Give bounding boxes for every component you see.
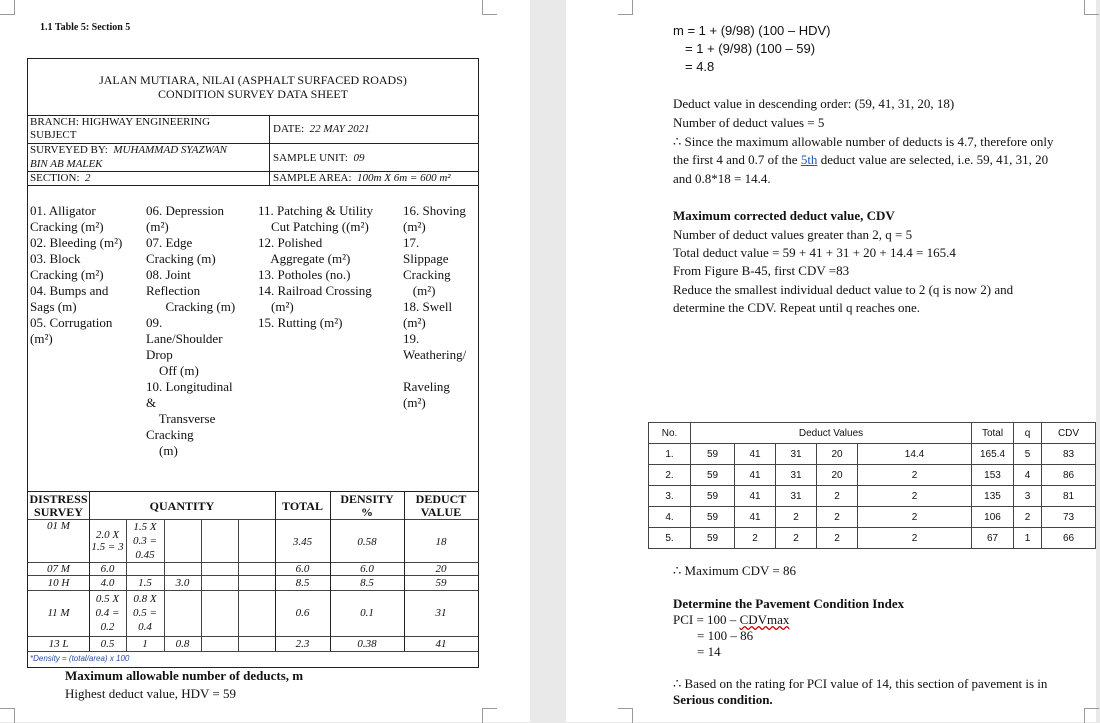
deduct-cell: 18 — [435, 536, 447, 548]
density-footnote: *Density = (total/area) x 100 — [30, 654, 130, 663]
quantity-cell: 0.5 X 0.4 = 0.2 — [95, 593, 120, 633]
cdv-cell-q: 3 — [1014, 486, 1042, 507]
cdv-cell-deduct-value: 41 — [735, 444, 776, 465]
distress-type-line: (m²) — [258, 299, 294, 314]
cdv-cell-no: 5. — [649, 528, 691, 549]
cdv-line: Number of deduct values greater than 2, q = 5 — [673, 227, 913, 242]
conclusion-line-1: ∴ Based on the rating for PCI value of 14, this section of pavement is in — [673, 676, 1048, 691]
header-total: Total — [972, 423, 1014, 444]
quantity-cell: 4.0 — [100, 577, 115, 589]
total-cell: 3.45 — [292, 536, 313, 548]
distress-type-line: Weathering/ — [403, 347, 467, 362]
header-density: DENSITY — [340, 492, 394, 506]
cdv-cell-deduct-value: 59 — [691, 444, 735, 465]
distress-type-line: 17. — [403, 235, 420, 250]
header-survey: SURVEY — [34, 505, 83, 519]
quantity-cell: 1 — [142, 638, 148, 650]
header-total: TOTAL — [282, 499, 323, 513]
header-density-unit: % — [361, 505, 373, 519]
subject-label: SUBJECT — [30, 129, 77, 141]
distress-type-line: & — [146, 395, 157, 410]
sheet-title: JALAN MUTIARA, NILAI (ASPHALT SURFACED ROADS) — [99, 73, 407, 87]
distress-type-line: 04. Bumps and — [30, 283, 109, 298]
cdv-heading: Maximum corrected deduct value, CDV — [673, 208, 895, 223]
since-line-1: ∴ Since the maximum allowable number of deducts is 4.7, therefore only — [673, 134, 1054, 149]
cdv-line: From Figure B-45, first CDV =83 — [673, 263, 850, 278]
distress-types-col3 — [258, 203, 403, 331]
sample-area-field: SAMPLE AREA: 100m X 6m = 600 m² — [273, 172, 451, 184]
crop-mark — [618, 708, 633, 723]
distress-type-line: Sags (m) — [30, 299, 77, 314]
right-page — [566, 0, 1096, 722]
surveyed-by-field: SURVEYED BY: MUHAMMAD SYAZWAN — [30, 144, 228, 156]
cdv-cell-deduct-value: 2 — [735, 528, 776, 549]
distress-type-line — [403, 363, 478, 379]
m-formula-line2: = 1 + (9/98) (100 – 59) — [685, 41, 816, 56]
cdv-cell-deduct-value: 41 — [735, 465, 776, 486]
cdv-cell-no: 1. — [649, 444, 691, 465]
date-field: DATE: 22 MAY 2021 — [273, 123, 370, 135]
cdv-table-header — [649, 423, 1096, 444]
cdv-cell-deduct-value: 2 — [817, 486, 858, 507]
cdv-cell-q: 2 — [1014, 507, 1042, 528]
cdv-cell-deduct-value: 59 — [691, 528, 735, 549]
cdv-cell-cdv: 66 — [1042, 528, 1096, 549]
distress-type-line: 18. Swell — [403, 299, 453, 314]
distress-type-line: (m) — [146, 443, 178, 458]
distress-type-line: Cracking — [403, 267, 451, 282]
distress-type-line: (m²) — [403, 315, 426, 330]
density-cell: 0.58 — [357, 536, 377, 548]
distress-code: 07 M — [47, 563, 70, 575]
pci-line-1: PCI = 100 – CDVmax — [673, 612, 790, 627]
cdv-cell-deduct-value: 2 — [817, 507, 858, 528]
header-distress: DISTRESS — [29, 492, 88, 506]
distress-type-line: 02. Bleeding (m²) — [30, 235, 123, 250]
distress-type-line: (m²) — [146, 219, 169, 234]
distress-types-col1 — [30, 203, 145, 347]
cdv-cell-total: 67 — [972, 528, 1014, 549]
hdv-line: Highest deduct value, HDV = 59 — [65, 686, 237, 701]
quantity-cell: 1.5 X 0.3 = 0.45 — [133, 521, 157, 561]
distress-type-line: 16. Shoving — [403, 203, 466, 218]
pci-heading: Determine the Pavement Condition Index — [673, 596, 905, 611]
quantity-cell: 0.8 — [175, 638, 190, 650]
distress-code: 13 L — [48, 638, 69, 650]
cdv-cell-deduct-value: 2 — [776, 507, 817, 528]
left-page — [0, 0, 530, 722]
quantity-cell: 6.0 — [100, 563, 115, 575]
distress-type-line: Cracking (m) — [146, 251, 216, 266]
cdv-cell-deduct-value: 2 — [776, 528, 817, 549]
since-line-2: the first 4 and 0.7 of the 5th deduct value are selected, i.e. 59, 41, 31, 20 — [673, 152, 1049, 167]
cdv-cell-deduct-value: 31 — [776, 486, 817, 507]
quantity-cell: 0.5 — [100, 638, 115, 650]
distress-code: 10 H — [47, 577, 70, 589]
cdv-cell-deduct-value: 2 — [858, 507, 972, 528]
cdv-cell-deduct-value: 14.4 — [858, 444, 972, 465]
distress-type-line: Lane/Shoulder — [146, 331, 223, 346]
distress-types-col4 — [403, 203, 478, 411]
sheet-subtitle: CONDITION SURVEY DATA SHEET — [158, 87, 348, 101]
distress-type-line: 19. — [403, 331, 420, 346]
distress-code: 01 M — [47, 520, 70, 532]
distress-type-line: Cracking (m²) — [30, 267, 104, 282]
cdv-row — [649, 528, 1096, 549]
cdv-cell-deduct-value: 59 — [691, 465, 735, 486]
cdv-cell-deduct-value: 2 — [858, 465, 972, 486]
crop-mark — [482, 708, 497, 723]
cdv-cell-deduct-value: 20 — [817, 444, 858, 465]
branch-label: BRANCH: HIGHWAY ENGINEERING — [30, 116, 211, 128]
crop-mark — [1084, 708, 1099, 723]
cdv-cell-total: 165.4 — [972, 444, 1014, 465]
cdv-table — [648, 422, 1096, 549]
quantity-cell: 0.8 X 0.5 = 0.4 — [133, 593, 157, 633]
distress-type-line: 09. — [146, 315, 163, 330]
header-deduct: DEDUCT — [415, 492, 467, 506]
cdv-cell-deduct-value: 31 — [776, 444, 817, 465]
distress-type-line: 06. Depression — [146, 203, 224, 218]
header-q: q — [1014, 423, 1042, 444]
quantity-cell: 3.0 — [175, 577, 190, 589]
distress-type-line: (m²) — [30, 331, 53, 346]
conclusion-line-2: Serious condition. — [673, 692, 773, 707]
sample-unit-field: SAMPLE UNIT: 09 — [273, 152, 365, 164]
distress-type-line: Cracking — [146, 427, 194, 442]
distress-type-line: Reflection — [146, 283, 201, 298]
distress-type-line: 10. Longitudinal — [146, 379, 233, 394]
cdv-cell-deduct-value: 59 — [691, 507, 735, 528]
cdv-cell-total: 106 — [972, 507, 1014, 528]
surveyed-by-name2: BIN AB MALEK — [30, 158, 103, 170]
cdv-cell-deduct-value: 2 — [817, 528, 858, 549]
deduct-cell: 31 — [435, 607, 447, 619]
deduct-cell: 20 — [435, 563, 447, 575]
distress-type-line: Cut Patching ((m²) — [258, 219, 369, 234]
deduct-order-line: Deduct value in descending order: (59, 41, 31, 20, 18) — [673, 96, 955, 111]
footnote-link[interactable]: 5th — [800, 152, 818, 167]
pci-line-2: = 100 – 86 — [697, 628, 754, 643]
distress-type-line: 15. Rutting (m²) — [258, 315, 343, 330]
cdv-line: Reduce the smallest individual deduct value to 2 (q is now 2) and — [673, 282, 1014, 297]
cdv-cell-no: 3. — [649, 486, 691, 507]
crop-mark — [0, 708, 15, 723]
density-cell: 6.0 — [360, 563, 374, 575]
cdv-cell-q: 4 — [1014, 465, 1042, 486]
distress-type-line: 01. Alligator — [30, 203, 96, 218]
total-cell: 0.6 — [295, 607, 310, 619]
cdv-row — [649, 444, 1096, 465]
crop-mark — [618, 0, 633, 15]
header-no: No. — [649, 423, 691, 444]
cdv-line: Total deduct value = 59 + 41 + 31 + 20 + 14.4 = 165.4 — [673, 245, 956, 260]
distress-types-col2 — [146, 203, 256, 459]
m-formula-line3: = 4.8 — [685, 59, 715, 74]
deduct-cell: 59 — [435, 577, 447, 589]
distress-type-line: 03. Block — [30, 251, 81, 266]
distress-type-line: 11. Patching & Utility — [258, 203, 374, 218]
m-formula-line1: m = 1 + (9/98) (100 – HDV) — [673, 23, 831, 38]
distress-code: 11 M — [47, 607, 70, 619]
distress-type-line: 07. Edge — [146, 235, 193, 250]
header-cdv: CDV — [1042, 423, 1096, 444]
cdv-cell-deduct-value: 2 — [858, 528, 972, 549]
distress-type-line: (m²) — [403, 395, 426, 410]
distress-type-line: Transverse — [146, 411, 216, 426]
cdv-cell-cdv: 86 — [1042, 465, 1096, 486]
since-line-3: and 0.8*18 = 14.4. — [673, 171, 771, 186]
quantity-cell: 1.5 — [138, 577, 152, 589]
distress-type-line: 13. Potholes (no.) — [258, 267, 351, 282]
cdv-cell-deduct-value: 2 — [858, 486, 972, 507]
crop-mark — [1084, 0, 1099, 15]
cdv-row — [649, 507, 1096, 528]
distress-type-line: 05. Corrugation — [30, 315, 113, 330]
distress-type-line: Drop — [146, 347, 173, 362]
pci-line-3: = 14 — [697, 644, 721, 659]
cdv-cell-deduct-value: 41 — [735, 507, 776, 528]
cdv-row — [649, 465, 1096, 486]
cdv-line: determine the CDV. Repeat until q reaches one. — [673, 300, 921, 315]
header-deduct-values: Deduct Values — [691, 423, 972, 444]
cdv-cell-q: 1 — [1014, 528, 1042, 549]
cdv-cell-deduct-value: 31 — [776, 465, 817, 486]
total-cell: 8.5 — [295, 577, 310, 589]
section-field: SECTION: 2 — [30, 172, 91, 184]
distress-type-line: Raveling — [403, 379, 450, 394]
distress-type-line: Cracking (m) — [146, 299, 236, 314]
distress-type-line: Slippage — [403, 251, 449, 266]
quantity-cell: 2.0 X 1.5 = 3 — [91, 529, 124, 553]
density-cell: 8.5 — [360, 577, 374, 589]
cdv-row — [649, 486, 1096, 507]
density-cell: 0.1 — [360, 607, 374, 619]
cdv-cell-total: 153 — [972, 465, 1014, 486]
deduct-count-line: Number of deduct values = 5 — [673, 115, 825, 130]
distress-type-line: 14. Railroad Crossing — [258, 283, 372, 298]
cdv-cell-deduct-value: 20 — [817, 465, 858, 486]
crop-mark — [0, 0, 15, 15]
distress-type-line: (m²) — [403, 219, 426, 234]
condition-survey-sheet — [27, 58, 479, 668]
header-value: VALUE — [420, 505, 462, 519]
cdv-cell-cdv: 83 — [1042, 444, 1096, 465]
cdv-cell-total: 135 — [972, 486, 1014, 507]
cdv-cell-cdv: 73 — [1042, 507, 1096, 528]
density-cell: 0.38 — [357, 638, 377, 650]
cdv-cell-cdv: 81 — [1042, 486, 1096, 507]
distress-type-line: Cracking (m²) — [30, 219, 104, 234]
max-cdv-line: ∴ Maximum CDV = 86 — [673, 563, 796, 578]
cdv-cell-deduct-value: 59 — [691, 486, 735, 507]
total-cell: 2.3 — [295, 638, 310, 650]
section-heading: 1.1 Table 5: Section 5 — [40, 22, 131, 33]
total-cell: 6.0 — [295, 563, 310, 575]
crop-mark — [482, 0, 497, 15]
distress-type-line: Off (m) — [146, 363, 199, 378]
cdv-cell-deduct-value: 41 — [735, 486, 776, 507]
header-quantity: QUANTITY — [149, 499, 215, 513]
deduct-cell: 41 — [435, 638, 447, 650]
distress-type-line: 12. Polished — [258, 235, 323, 250]
distress-type-line: 08. Joint — [146, 267, 191, 282]
cdv-cell-q: 5 — [1014, 444, 1042, 465]
cdv-cell-no: 2. — [649, 465, 691, 486]
max-deducts-heading: Maximum allowable number of deducts, m — [65, 668, 304, 683]
cdv-cell-no: 4. — [649, 507, 691, 528]
distress-type-line: Aggregate (m²) — [258, 251, 351, 266]
distress-type-line: (m²) — [403, 283, 436, 298]
